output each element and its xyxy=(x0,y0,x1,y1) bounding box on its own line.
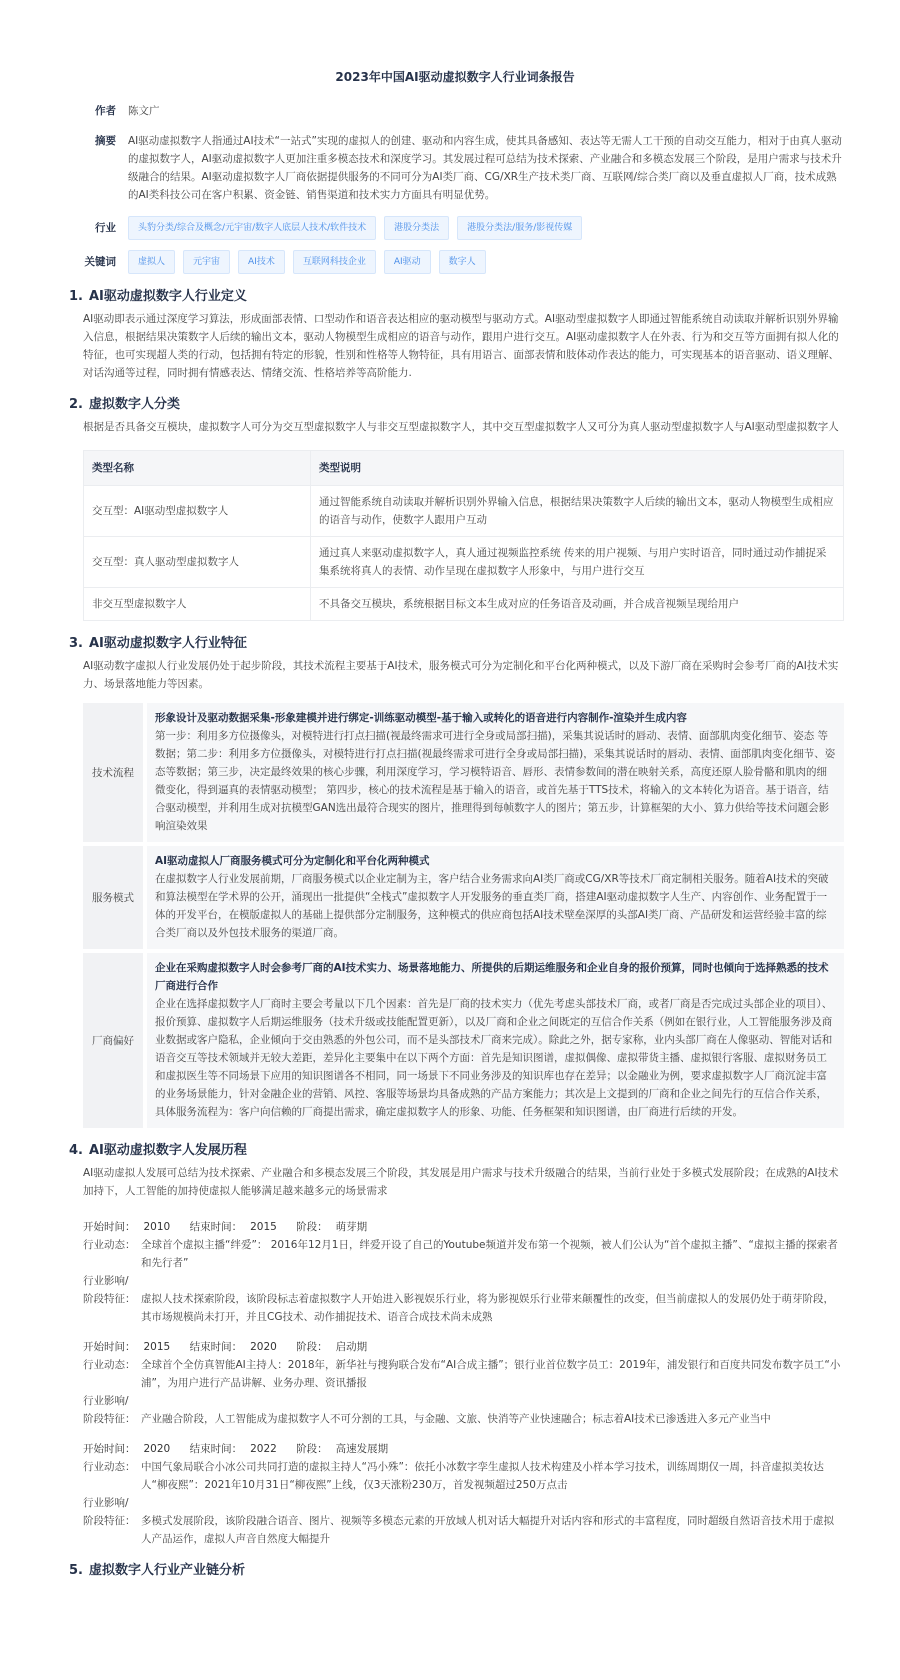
keyword-tag[interactable]: 互联网科技企业 xyxy=(293,250,376,274)
stage-label: 阶段： xyxy=(296,1221,328,1233)
section-text: AI驱动虚拟人发展可总结为技术探索、产业融合和多模态发展三个阶段，其发展是用户需求与技术升级融合的结果，当前行业处于多模式发展阶段；在成熟的AI技术加持下，人工智能的加持使虚拟人能够满足越来越多元的场景需求 xyxy=(83,1167,839,1197)
author-label: 作者 xyxy=(95,105,116,117)
section-text: AI驱动即表示通过深度学习算法，形成面部表情、口型动作和语音表达相应的驱动模型与驱动方式。AI驱动型虚拟数字人即通过智能系统自动读取并解析识别外界输入信息，根据结果决策数字人后续的输出文本，驱动人物模型生成相应的语音与动作，跟用户进行交互。AI驱动虚拟数字人在外表、行为和交互等方面拥有拟人化的特征，也可实现超人类的行动，包括拥有特定的形貌，性别和性格等人物特征，具有用语言、面部表情和肢体动作表达的能力，可实现基本的语音驱动、语义理解、对话沟通等过程，同时拥有情感表达、情绪交流、性格培养等高阶能力. xyxy=(83,313,839,379)
feature-list xyxy=(83,703,844,1128)
impact-label-line1: 行业影响/ xyxy=(83,1497,129,1509)
end-value: 2015 xyxy=(250,1221,277,1233)
end-value: 2022 xyxy=(250,1443,277,1455)
classification-table xyxy=(83,450,844,621)
feature-heading: AI驱动虚拟人厂商服务模式可分为定制化和平台化两种模式 xyxy=(155,855,430,867)
impact-text: 产业融合阶段，人工智能成为虚拟数字人不可分割的工具，与金融、文旅、快消等产业快速融合；标志着AI技术已渗透进入多元产业当中 xyxy=(141,1413,771,1425)
feature-label: 服务模式 xyxy=(83,846,143,949)
table-cell: 交互型：真人驱动型虚拟数字人 xyxy=(84,537,311,588)
section-industry-chain xyxy=(66,1562,844,1580)
section-features xyxy=(66,635,844,1128)
feature-item xyxy=(83,703,844,842)
feature-label: 技术流程 xyxy=(83,703,143,842)
section-text: 根据是否具备交互模块，虚拟数字人可分为交互型虚拟数字人与非交互型虚拟数字人，其中交互型虚拟数字人又可分为真人驱动型虚拟数字人与AI驱动型虚拟数字人 xyxy=(83,421,839,433)
phase-time-row xyxy=(83,1440,844,1458)
industry-tags xyxy=(128,216,582,240)
stage-value: 萌芽期 xyxy=(335,1221,368,1233)
industry-tag[interactable]: 港股分类法 xyxy=(384,216,449,240)
phase-time-row xyxy=(83,1218,844,1236)
impact-label-line2: 阶段特征： xyxy=(83,1515,136,1527)
end-value: 2020 xyxy=(250,1341,277,1353)
section-heading xyxy=(66,1142,844,1160)
section-number: 2. xyxy=(69,397,83,412)
end-label: 结束时间： xyxy=(189,1341,243,1353)
keywords-label: 关键词 xyxy=(84,256,116,268)
industry-tag[interactable]: 头豹分类/综合及概念/元宇宙/数字人底层人技术/软件技术 xyxy=(128,216,376,240)
feature-text: 企业在选择虚拟数字人厂商时主要会考量以下几个因素：首先是厂商的技术实力（优先考虑头部技术厂商，或者厂商是否完成过头部企业的项目）、报价预算、虚拟数字人后期运维服务（技术升级或技能配置更新），以及厂商和企业之间既定的互信合作关系（例如在银行业，人工智能服务涉及商业数据或客户隐私，企业倾向于交由熟悉的外包公司，而不是头部技术厂商来完成）。除此之外，据专家称，业内头部厂商在人像驱动、智能对话和语音交互等技术领域并无较大差距，差异化主要集中在以下两个方面：首先是知识图谱，虚拟偶像、虚拟带货主播、虚拟银行客服、虚拟财务员工和虚拟医生等不同场景下应用的知识图谱各不相同，同一场景下不同业务涉及的知识库也存在差异；以金融业为例，要求虚拟数字人厂商沉淀丰富的业务场景能力，针对金融企业的营销、风控、客服等场景均具备成熟的产品方案能力；其次是上文提到的厂商和企业之间先行的互信合作关系，具体服务流程为：客户向信赖的厂商提出需求，确定虚拟数字人的形象、功能、任务框架和知识图谱，由厂商进行后续的开发。 xyxy=(155,998,833,1118)
feature-heading: 形象设计及驱动数据采集-形象建模并进行绑定-训练驱动模型-基于输入或转化的语音进行内容制作-渲染并生成内容 xyxy=(155,712,687,724)
feature-item xyxy=(83,953,844,1128)
table-cell: 通过智能系统自动读取并解析识别外界输入信息，根据结果决策数字人后续的输出文本，驱动人物模型生成相应的语音与动作，使数字人跟用户互动 xyxy=(311,486,844,537)
stage-value: 高速发展期 xyxy=(335,1443,389,1455)
section-number: 3. xyxy=(69,636,83,651)
keywords-row xyxy=(66,250,844,274)
end-label: 结束时间： xyxy=(189,1221,243,1233)
section-history xyxy=(66,1142,844,1548)
abstract-row xyxy=(66,132,844,204)
stage-label: 阶段： xyxy=(296,1443,328,1455)
section-title: AI驱动虚拟数字人发展历程 xyxy=(89,1143,247,1158)
dynamic-label: 行业动态： xyxy=(83,1359,136,1371)
start-value: 2020 xyxy=(143,1443,171,1455)
industry-row xyxy=(66,216,844,240)
keyword-tag[interactable]: AI技术 xyxy=(238,250,285,274)
section-number: 1. xyxy=(69,289,83,304)
impact-label-line1: 行业影响/ xyxy=(83,1395,129,1407)
table-cell: 非交互型虚拟数字人 xyxy=(84,588,311,621)
section-heading xyxy=(66,396,844,414)
section-heading xyxy=(66,635,844,653)
author-row xyxy=(66,102,844,120)
abstract-text: AI驱动虚拟数字人指通过AI技术“一站式”实现的虚拟人的创建、驱动和内容生成，使其具备感知、表达等无需人工干预的自动交互能力，相对于由真人驱动的虚拟数字人，AI驱动虚拟数字人更加注重多模态技术和深度学习。其发展过程可总结为技术探索、产业融合和多模态发展三个阶段，是用户需求与技术升级融合的结果。AI驱动虚拟数字人厂商依据提供服务的不同可分为AI类厂商、CG/XR生产技术类厂商、互联网/综合类厂商以及垂直虚拟人厂商，技术成熟的AI类科技公司在客户积累、资金链、销售渠道和技术实力方面具有明显优势。 xyxy=(128,135,842,201)
report-title: 2023年中国AI驱动虚拟数字人行业词条报告 xyxy=(335,70,575,84)
impact-label-line1: 行业影响/ xyxy=(83,1275,129,1287)
industry-label: 行业 xyxy=(95,222,116,234)
impact-text: 虚拟人技术探索阶段，该阶段标志着虚拟数字人开始进入影视娱乐行业，将为影视娱乐行业带来颠覆性的改变，但当前虚拟人的发展仍处于萌芽阶段，其市场规模尚未打开，并且CG技术、动作捕捉技术、语音合成技术尚未成熟 xyxy=(141,1293,834,1323)
table-header: 类型名称 xyxy=(84,451,311,486)
section-heading xyxy=(66,1562,844,1580)
stage-label: 阶段： xyxy=(296,1341,328,1353)
section-number: 5. xyxy=(69,1563,83,1578)
author-name: 陈文广 xyxy=(128,105,160,117)
table-cell: 通过真人来驱动虚拟数字人，真人通过视频监控系统 传来的用户视频、与用户实时语音，同时通过动作捕捉采集系统将真人的表情、动作呈现在虚拟数字人形象中，与用户进行交互 xyxy=(311,537,844,588)
section-classification xyxy=(66,396,844,621)
keyword-tag[interactable]: 元宇宙 xyxy=(183,250,230,274)
history-phase xyxy=(83,1440,844,1548)
keyword-tag[interactable]: 数字人 xyxy=(439,250,486,274)
table-header-row xyxy=(84,451,844,486)
section-heading xyxy=(66,288,844,306)
industry-tag[interactable]: 港股分类法/服务/影视传媒 xyxy=(457,216,582,240)
impact-text: 多模式发展阶段，该阶段融合语音、图片、视频等多模态元素的开放域人机对话大幅提升对话内容和形式的丰富程度，同时超级自然语音技术用于虚拟人产品运作，虚拟人声音自然度大幅提升 xyxy=(141,1515,834,1545)
feature-text: 在虚拟数字人行业发展前期，厂商服务模式以企业定制为主，客户结合业务需求向AI类厂商或CG/XR等技术厂商定制相关服务。随着AI技术的突破和算法模型在学术界的公开，涌现出一批提供“全栈式”虚拟数字人开发服务的垂直类厂商，搭建AI驱动虚拟数字人生产、内容创作、业务配置于一体的开发平台，在模版虚拟人的基础上提供部分定制服务，这种模式的供应商包括AI技术壁垒深厚的头部AI类厂商、产品研发和运营经验丰富的综合类厂商以及外包技术服务的渠道厂商。 xyxy=(155,873,829,939)
start-value: 2015 xyxy=(143,1341,171,1353)
end-label: 结束时间： xyxy=(189,1443,243,1455)
dynamic-text: 全球首个虚拟主播“绊爱”： 2016年12月1日，绊爱开设了自己的Youtube频道并发布第一个视频，被人们公认为“首个虚拟主播”、“虚拟主播的探索者和先行者” xyxy=(141,1239,838,1269)
start-label: 开始时间： xyxy=(83,1221,136,1233)
table-cell: 不具备交互模块，系统根据目标文本生成对应的任务语音及动画，并合成音视频呈现给用户 xyxy=(311,588,844,621)
feature-heading: 企业在采购虚拟数字人时会参考厂商的AI技术实力、场景落地能力、所提供的后期运维服务和企业自身的报价预算，同时也倾向于选择熟悉的技术厂商进行合作 xyxy=(155,962,829,992)
table-cell: 交互型：AI驱动型虚拟数字人 xyxy=(84,486,311,537)
impact-label-line2: 阶段特征： xyxy=(83,1413,136,1425)
phase-time-row xyxy=(83,1338,844,1356)
impact-label-line2: 阶段特征： xyxy=(83,1293,136,1305)
table-row xyxy=(84,486,844,537)
table-header: 类型说明 xyxy=(311,451,844,486)
history-phase xyxy=(83,1218,844,1326)
keyword-tag[interactable]: 虚拟人 xyxy=(128,250,175,274)
section-definition xyxy=(66,288,844,382)
start-label: 开始时间： xyxy=(83,1443,136,1455)
section-title: 虚拟数字人行业产业链分析 xyxy=(89,1563,246,1578)
keyword-tags xyxy=(128,250,486,274)
feature-label: 厂商偏好 xyxy=(83,953,143,1128)
history-timeline xyxy=(83,1218,844,1548)
section-title: AI驱动虚拟数字人行业特征 xyxy=(89,636,247,651)
section-title: AI驱动虚拟数字人行业定义 xyxy=(89,289,247,304)
start-value: 2010 xyxy=(143,1221,171,1233)
table-row xyxy=(84,588,844,621)
dynamic-label: 行业动态： xyxy=(83,1461,136,1473)
table-row xyxy=(84,537,844,588)
dynamic-label: 行业动态： xyxy=(83,1239,136,1251)
abstract-label: 摘要 xyxy=(95,135,116,147)
section-number: 4. xyxy=(69,1143,83,1158)
history-phase xyxy=(83,1338,844,1428)
section-title: 虚拟数字人分类 xyxy=(89,397,181,412)
start-label: 开始时间： xyxy=(83,1341,136,1353)
keyword-tag[interactable]: AI驱动 xyxy=(384,250,431,274)
stage-value: 启动期 xyxy=(335,1341,368,1353)
section-text: AI驱动数字虚拟人行业发展仍处于起步阶段，其技术流程主要基于AI技术，服务模式可分为定制化和平台化两种模式，以及下游厂商在采购时会参考厂商的AI技术实力、场景落地能力等因素。 xyxy=(83,660,839,690)
feature-text: 第一步：利用多方位摄像头，对模特进行打点扫描(视最终需求可进行全身或局部扫描)，采集其说话时的唇动、表情、面部肌肉变化细节、姿态 等数据；第二步：利用多方位摄像头，对模特进行打点扫描(视最终需求可进行全身或局部扫描)，采集其说话时的唇动、表情、面部肌肉变化细节、姿态等数据；第三步，决定最终效果的核心步骤，利用深度学习，学习模特语音、唇形、表情参数间的潜在映射关系，高度还原人脸骨骼和肌肉的细微变化，得到逼真的表情驱动模型； 第四步，核心的技术流程是基于输入的语音，或首先基于TTS技术，将输入的文本转化为语音。基于语音，结合驱动模型，并利用生成对抗模型GAN选出最符合现实的图片，推理得到每帧数字人的图片；第五步，计算框架的大小、算力供给等技术问题会影响渲染效果 xyxy=(155,730,836,832)
dynamic-text: 中国气象局联合小冰公司共同打造的虚拟主持人“冯小殊”：依托小冰数字孪生虚拟人技术构建及小样本学习技术，训练周期仅一周，抖音虚拟美妆达人“柳夜熙”：2021年10月31日“柳夜熙”上线，仅3天涨粉230万，首发视频超过250万点击 xyxy=(141,1461,824,1491)
feature-item xyxy=(83,846,844,949)
dynamic-text: 全球首个全仿真智能AI主持人：2018年，新华社与搜狗联合发布“AI合成主播”；银行业首位数字员工：2019年，浦发银行和百度共同发布数字员工“小浦”，为用户进行产品讲解、业务办理、资讯播报 xyxy=(141,1359,841,1389)
